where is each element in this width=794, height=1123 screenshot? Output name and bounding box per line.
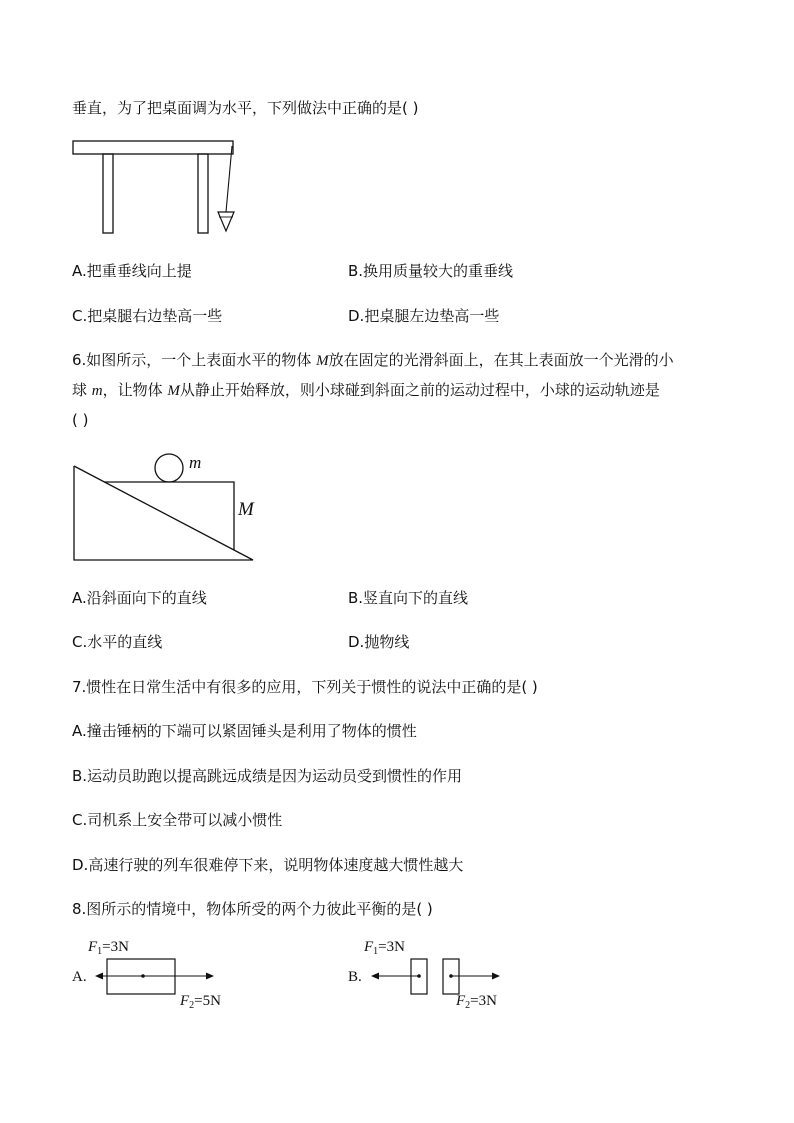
q8-stem: 8.图所示的情境中，物体所受的两个力彼此平衡的是( ) — [72, 900, 433, 918]
q7-option-a: A.撞击锤柄的下端可以紧固锤头是利用了物体的惯性 — [72, 722, 417, 740]
q7-stem: 7.惯性在日常生活中有很多的应用，下列关于惯性的说法中正确的是( ) — [72, 678, 538, 696]
q6-option-d: D.抛物线 — [348, 633, 410, 651]
svg-text:F2=3N: $F_2=3N$ — [456, 993, 497, 1011]
q5-option-c: C.把桌腿右边垫高一些 — [72, 307, 223, 325]
q6-stem-line1: 6.如图所示，一个上表面水平的物体 M放在固定的光滑斜面上，在其上表面放一个光滑的小 — [72, 351, 674, 369]
q5-option-d: D.把桌腿左边垫高一些 — [348, 307, 500, 325]
incline-block-figure — [70, 448, 265, 566]
force-figure-b — [346, 935, 536, 1013]
plumb-string — [226, 146, 232, 212]
q7-option-d: D.高速行驶的列车很难停下来，说明物体速度越大惯性越大 — [72, 856, 464, 874]
ball-m — [155, 454, 183, 482]
arrow-right-icon — [492, 973, 500, 980]
option-a-label: A. — [72, 969, 87, 985]
tabletop — [73, 141, 233, 154]
table-leg-right — [198, 154, 208, 233]
svg-text:F2=5N: $F_2=5N$ — [180, 993, 221, 1011]
arrow-left-icon — [371, 973, 379, 980]
label-M: M — [238, 499, 254, 520]
q5-option-a: A.把重垂线向上提 — [72, 262, 192, 280]
q6-stem-line2: 球 m，让物体 M从静止开始释放，则小球碰到斜面之前的运动过程中，小球的运动轨迹是 — [72, 381, 660, 399]
arrow-left-icon — [95, 973, 103, 980]
label-m: m — [189, 453, 202, 472]
plumb-bob — [218, 212, 234, 231]
q7-option-b: B.运动员助跑以提高跳远成绩是因为运动员受到惯性的作用 — [72, 767, 463, 785]
q5-stem: 垂直，为了把桌面调为水平，下列做法中正确的是( ) — [72, 99, 419, 117]
table-plumb-figure — [70, 138, 245, 238]
q6-option-b: B.竖直向下的直线 — [348, 589, 469, 607]
arrow-right-icon — [206, 973, 214, 980]
q6-option-c: C.水平的直线 — [72, 633, 163, 651]
q6-option-a: A.沿斜面向下的直线 — [72, 589, 207, 607]
q5-option-b: B.换用质量较大的重垂线 — [348, 262, 514, 280]
svg-text:F1=3N: $F_1=3N$ — [364, 939, 405, 957]
force-figure-a — [70, 935, 260, 1013]
incline-outline — [74, 466, 253, 560]
table-leg-left — [103, 154, 113, 233]
q7-option-c: C.司机系上安全带可以减小惯性 — [72, 811, 283, 829]
svg-text:F1=3N: $F_1=3N$ — [88, 939, 129, 957]
option-b-label: B. — [348, 969, 362, 985]
q6-stem-line3: ( ) — [72, 411, 89, 429]
